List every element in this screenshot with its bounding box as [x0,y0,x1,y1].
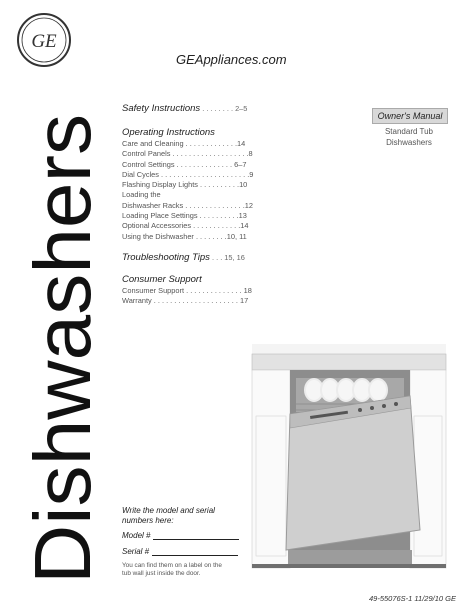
toc-item: Loading the [122,190,161,200]
toc-item: Optional Accessories . . . . . . . . . . . .14 [122,221,249,231]
toc-safety-label: Safety Instructions [122,103,201,114]
part-number: 49-55076S-1 11/29/10 GE [368,594,456,603]
subtitle-line: Dishwashers [386,138,432,147]
record-heading-line: Write the model and serial [122,506,215,515]
toc-troubleshooting-pages: . . . 15, 16 [209,252,245,262]
toc-item: Control Panels . . . . . . . . . . . . . . . . . . .8 [122,149,253,159]
dishwasher-image [252,344,446,568]
toc-item: Using the Dishwasher . . . . . . . .10, 11 [122,231,247,241]
serial-number-field [122,546,238,556]
toc-operating-list [122,139,282,242]
subtitle-line: Standard Tub [384,127,434,136]
toc-operating: Operating Instructions [122,127,215,138]
serial-number-label: Serial # [122,547,150,556]
toc-consumer-list [122,286,282,307]
label-location-note [122,562,262,578]
toc-item: Control Settings . . . . . . . . . . . . . . 6–7 [122,159,247,169]
toc-item: Loading Place Settings . . . . . . . . . .13 [122,211,247,221]
vertical-title [18,108,107,586]
model-number-line [153,530,239,540]
record-heading [122,506,252,526]
website-url: GEAppliances.com [176,52,287,67]
model-number-label: Model # [122,531,151,540]
record-heading-line: numbers here: [122,516,174,525]
toc-item: Flashing Display Lights . . . . . . . . . .10 [122,180,248,190]
toc-item: Dial Cycles . . . . . . . . . . . . . . . . . . . . . .9 [122,169,254,179]
toc-troubleshooting-label: Troubleshooting Tips [122,251,210,263]
ge-logo [16,12,72,68]
toc-safety [122,103,282,115]
toc-safety-pages: . . . . . . . . 2–5 [200,104,248,113]
note-line: You can find them on a label on the [122,562,222,569]
serial-number-line [152,546,238,556]
toc-item: Consumer Support . . . . . . . . . . . . . . 18 [122,285,252,295]
model-number-field [122,530,239,540]
toc-item: Care and Cleaning . . . . . . . . . . . . .14 [122,139,246,148]
toc-item: Dishwasher Racks . . . . . . . . . . . . . . .12 [122,200,254,210]
toc-item: Warranty . . . . . . . . . . . . . . . . . . . . . 17 [122,296,249,306]
toc-troubleshooting [122,252,282,264]
table-of-contents [122,103,282,307]
note-line: tub wall just inside the door. [122,570,201,577]
title-text: Dishwashers [18,126,107,584]
toc-consumer: Consumer Support [122,273,202,285]
owners-manual-subtitle [372,126,446,148]
owners-manual-badge: Owner's Manual [372,108,448,124]
ge-logo-text: GE [31,31,57,52]
